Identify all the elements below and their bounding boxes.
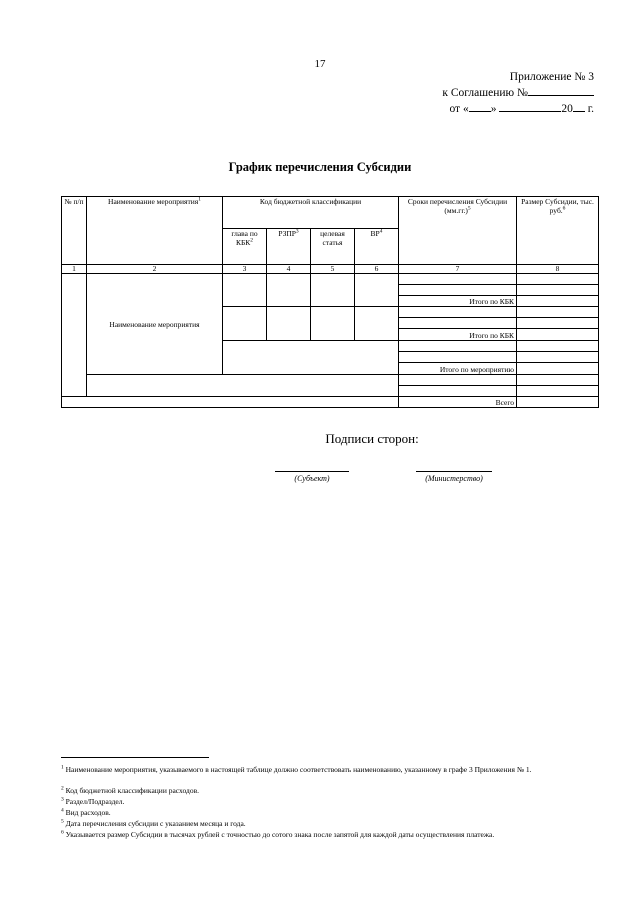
col-number: 4 <box>267 265 311 274</box>
date-mid: » <box>490 103 497 115</box>
header-name: Наименование мероприятия$^1$ <box>87 197 223 265</box>
table-cell <box>399 386 517 397</box>
subject-label: (Субъект) <box>294 474 330 483</box>
table-cell <box>399 274 517 285</box>
header-glava: глава по КБК$^2$ <box>223 229 267 265</box>
header-num: № п/п <box>62 197 87 265</box>
signatures-heading: Подписи сторон: <box>325 431 419 446</box>
year-blank <box>573 100 585 112</box>
table-cell <box>87 375 399 397</box>
col-number: 5 <box>311 265 355 274</box>
footnote-1: $^1$ Наименование мероприятия, указываемого в настоящей таблице должно соответствовать наименованию, указанному в графе 3 Приложения № 1. <box>61 764 532 774</box>
year-prefix: 20 <box>561 103 573 115</box>
document-title: График перечисления Субсидии <box>228 160 412 174</box>
table-cell <box>62 274 87 397</box>
appendix-line-3 <box>442 100 594 116</box>
table-cell <box>517 307 599 318</box>
table-cell <box>399 307 517 318</box>
agreement-number-blank <box>528 84 594 96</box>
col-number: 6 <box>355 265 399 274</box>
table-cell <box>223 341 399 375</box>
header-rzpr: РЗПР$^3$ <box>267 229 311 265</box>
agreement-label: к Соглашению № <box>442 87 528 99</box>
measure-name-cell: Наименование мероприятия <box>87 274 223 375</box>
table-cell <box>517 397 599 408</box>
table-cell <box>517 363 599 375</box>
table-cell <box>517 329 599 341</box>
day-blank <box>469 100 491 112</box>
table-cell <box>517 318 599 329</box>
table-cell <box>311 307 355 341</box>
ministry-signature-line <box>416 471 492 472</box>
table-cell <box>517 285 599 296</box>
table-cell <box>62 397 399 408</box>
table-cell <box>223 307 267 341</box>
month-blank <box>499 100 561 112</box>
table-cell <box>267 307 311 341</box>
ministry-label: (Министерство) <box>425 474 483 483</box>
table-cell <box>517 386 599 397</box>
table-cell <box>399 352 517 363</box>
table-cell <box>355 274 399 307</box>
table-cell <box>399 318 517 329</box>
appendix-header <box>442 70 594 116</box>
date-prefix: от « <box>449 103 469 115</box>
table-cell <box>517 341 599 352</box>
kbk-total-label: Итого по КБК <box>399 296 517 307</box>
footnote-3: $^3$ Раздел/Подраздел. <box>61 796 125 806</box>
table-cell <box>399 341 517 352</box>
table-cell <box>399 285 517 296</box>
table-cell <box>517 274 599 285</box>
page-number: 17 <box>314 58 326 70</box>
appendix-line-1: Приложение № 3 <box>509 71 594 83</box>
header-vr: $ВР^4$ <box>355 229 399 265</box>
footnote-4: $^4$ Вид расходов. <box>61 807 111 817</box>
table-cell <box>517 352 599 363</box>
col-number: 3 <box>223 265 267 274</box>
table-cell <box>355 307 399 341</box>
table-cell <box>399 375 517 386</box>
table-cell <box>223 274 267 307</box>
subject-signature-line <box>275 471 349 472</box>
header-dates: Сроки перечисления Субсидии $(мм.гг.)^5$ <box>399 197 517 265</box>
header-target: целевая статья <box>311 229 355 265</box>
footnote-6: $^6$ Указывается размер Субсидии в тысячах рублей с точностью до сотого знака после запятой для каждой даты осуществления платежа. <box>61 829 495 839</box>
footnote-separator <box>61 757 209 758</box>
appendix-line-2 <box>442 84 594 100</box>
measure-total-label: Итого по мероприятию <box>399 363 517 375</box>
header-kbk: Код бюджетной классификации <box>223 197 399 229</box>
table-cell <box>311 274 355 307</box>
footnote-2: $^2$ Код бюджетной классификации расходов. <box>61 785 199 795</box>
subsidy-schedule-table <box>61 196 599 408</box>
table-cell <box>517 296 599 307</box>
header-amount: Размер Субсидии, тыс. руб.$^6$ <box>517 197 599 265</box>
col-number: 2 <box>87 265 223 274</box>
col-number: 8 <box>517 265 599 274</box>
grand-total-label: Всего <box>399 397 517 408</box>
col-number: 7 <box>399 265 517 274</box>
col-number: 1 <box>62 265 87 274</box>
table-cell <box>267 274 311 307</box>
kbk-total-label: Итого по КБК <box>399 329 517 341</box>
footnote-5: $^5$ Дата перечисления субсидии с указанием месяца и года. <box>61 818 246 828</box>
year-suffix: г. <box>587 103 594 115</box>
table-cell <box>517 375 599 386</box>
